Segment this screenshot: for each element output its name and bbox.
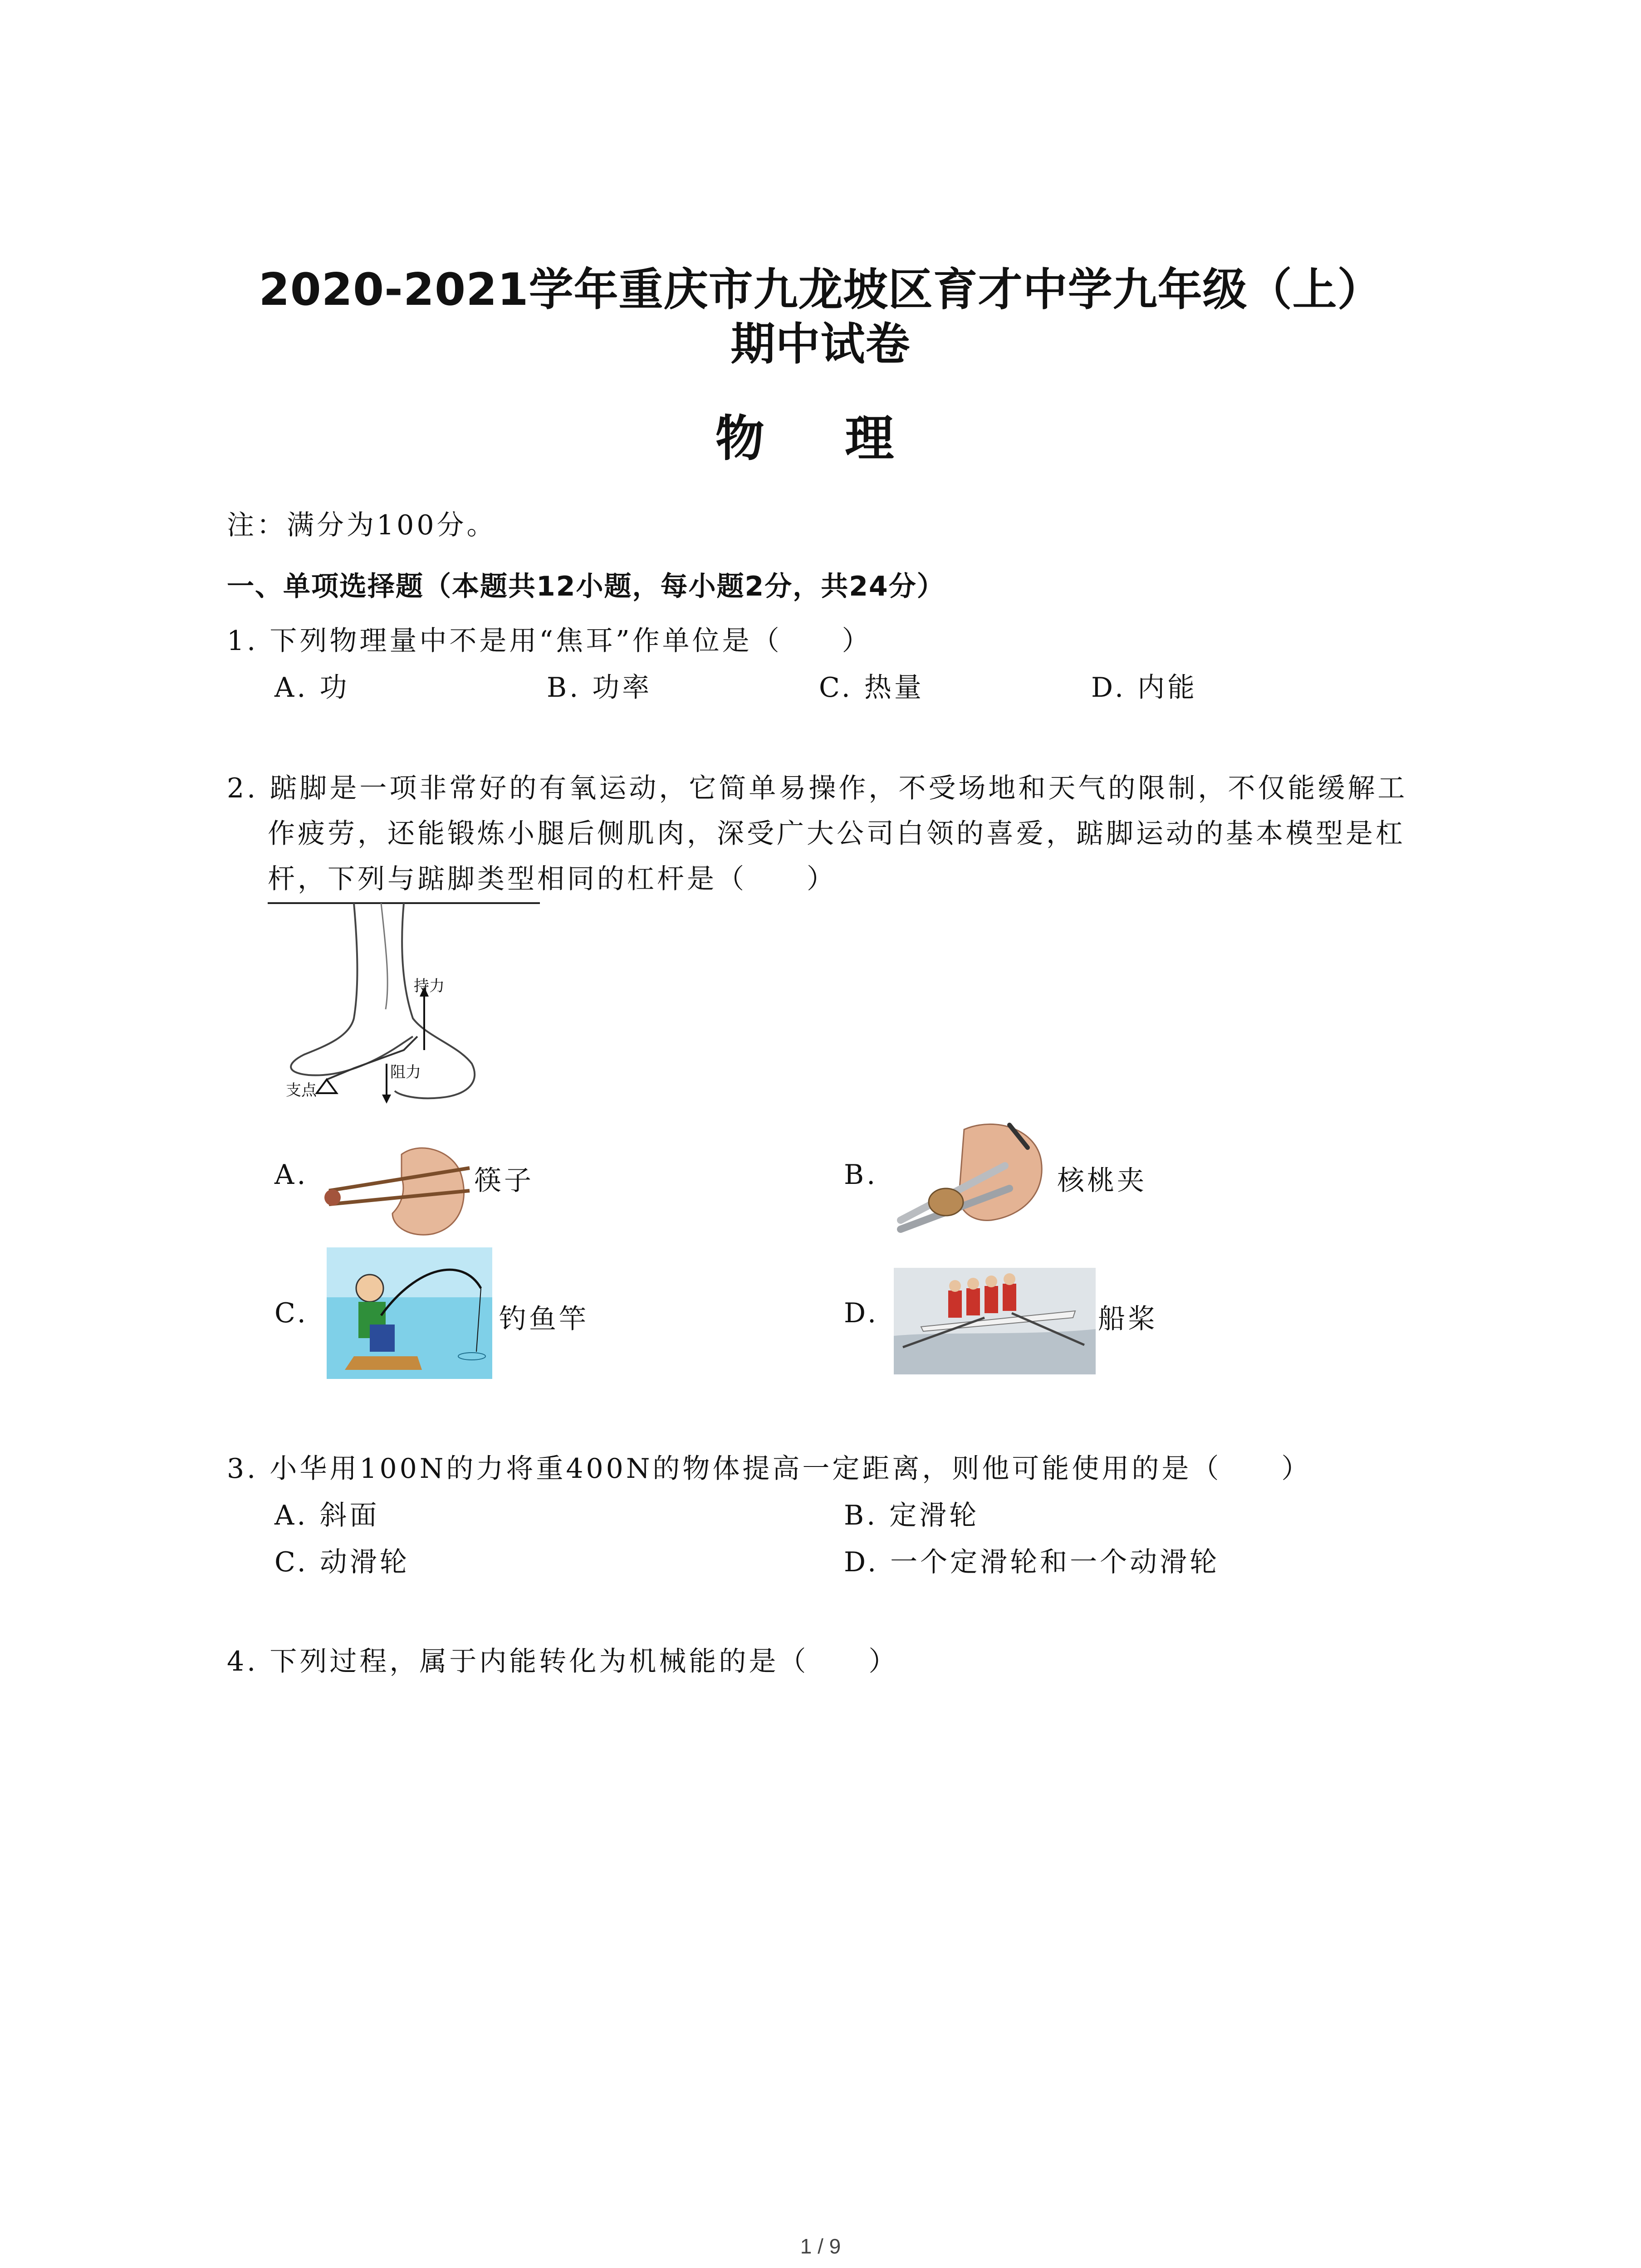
label-resistance: 阻力 bbox=[390, 1063, 421, 1081]
option-c-label: 钓鱼竿 bbox=[499, 1303, 589, 1335]
option-a-label: 筷子 bbox=[474, 1165, 534, 1197]
option-a: A. 斜面 bbox=[274, 1500, 380, 1531]
option-a: A. 功 bbox=[274, 672, 350, 704]
score-note: 注：满分为100分。 bbox=[227, 509, 497, 541]
question-stem: 1. 下列物理量中不是用“焦耳”作单位是（ ） bbox=[227, 625, 872, 657]
label-effort: 持力 bbox=[414, 977, 445, 995]
option-d-label: 船桨 bbox=[1098, 1303, 1158, 1335]
question-stem: 3. 小华用100N的力将重400N的物体提高一定距离，则他可能使用的是（ ） bbox=[227, 1453, 1312, 1485]
option-b: B. 定滑轮 bbox=[844, 1500, 980, 1531]
option-a-letter: A. bbox=[274, 1159, 309, 1191]
subject-title: 物 理 bbox=[715, 411, 926, 467]
page-number: 1 / 9 bbox=[800, 2234, 841, 2258]
section-heading: 一、单项选择题（本题共12小题，每小题2分，共24分） bbox=[227, 571, 945, 602]
nutcracker-image bbox=[892, 1116, 1055, 1243]
option-c: C. 热量 bbox=[819, 672, 924, 704]
option-c-letter: C. bbox=[274, 1297, 309, 1329]
option-b: B. 功率 bbox=[547, 672, 652, 704]
label-fulcrum: 支点 bbox=[286, 1081, 317, 1100]
option-d-letter: D. bbox=[844, 1297, 879, 1329]
question-stem-line1: 2. 踮脚是一项非常好的有氧运动，它简单易操作，不受场地和天气的限制，不仅能缓解工 bbox=[227, 772, 1408, 804]
tiptoe-lever-figure bbox=[268, 900, 549, 1114]
exam-title-line1: 2020-2021学年重庆市九龙坡区育才中学九年级（上） bbox=[259, 264, 1382, 316]
option-c: C. 动滑轮 bbox=[274, 1546, 410, 1578]
question-stem-line3: 杆，下列与踮脚类型相同的杠杆是（ ） bbox=[268, 863, 837, 895]
option-d: D. 一个定滑轮和一个动滑轮 bbox=[844, 1546, 1220, 1578]
exam-title-line2: 期中试卷 bbox=[730, 318, 911, 370]
question-stem-line2: 作疲劳，还能锻炼小腿后侧肌肉，深受广大公司白领的喜爱，踮脚运动的基本模型是杠 bbox=[268, 818, 1406, 850]
fishing-rod-image bbox=[327, 1247, 492, 1379]
option-d: D. 内能 bbox=[1091, 672, 1198, 704]
option-b-label: 核桃夹 bbox=[1057, 1165, 1147, 1197]
chopsticks-image bbox=[324, 1136, 474, 1241]
question-stem: 4. 下列过程，属于内能转化为机械能的是（ ） bbox=[227, 1646, 899, 1677]
oar-image bbox=[894, 1268, 1096, 1374]
option-b-letter: B. bbox=[844, 1159, 878, 1191]
